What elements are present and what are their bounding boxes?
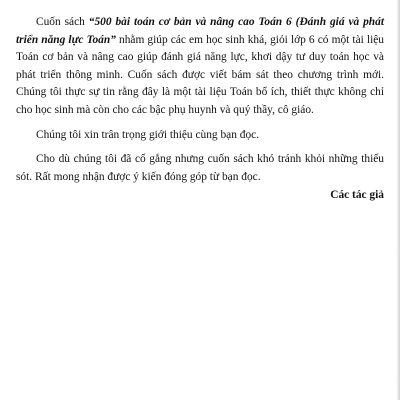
introduction-paragraph: Chúng tôi xin trân trọng giới thiệu cùng bạn đọc. — [36, 128, 260, 141]
page-edge-shadow — [396, 0, 400, 400]
intro-body: nhằm giúp các em học sinh khá, giỏi lớp 6 có một tài liệu Toán cơ bản và nâng cao giúp đánh giá năng lực, khơi dậy tư duy toán học và phát triển thông minh. Cuốn sách được viết bám sát theo chương trình mới. Chúng tôi thực sự tin rằng đây là một tài liệu Toán bổ ích, thiết thực không chỉ cho học sinh mà còn cho các bậc phụ huynh và quý thầy, cô giáo. — [16, 33, 384, 116]
intro-paragraph — [16, 14, 384, 120]
intro-lead: Cuốn sách — [36, 16, 89, 28]
feedback-paragraph: Cho dù chúng tôi đã cố gắng nhưng cuốn sách khó tránh khỏi những thiếu sót. Rất mong nhận được ý kiến đóng góp từ bạn đọc. — [16, 153, 384, 183]
book-title: “500 bài toán cơ bản và nâng cao Toán 6 (Đánh giá và phát triển năng lực Toán” — [16, 16, 384, 46]
authors-signature: Các tác giả — [330, 189, 384, 202]
preface-text — [16, 14, 384, 205]
